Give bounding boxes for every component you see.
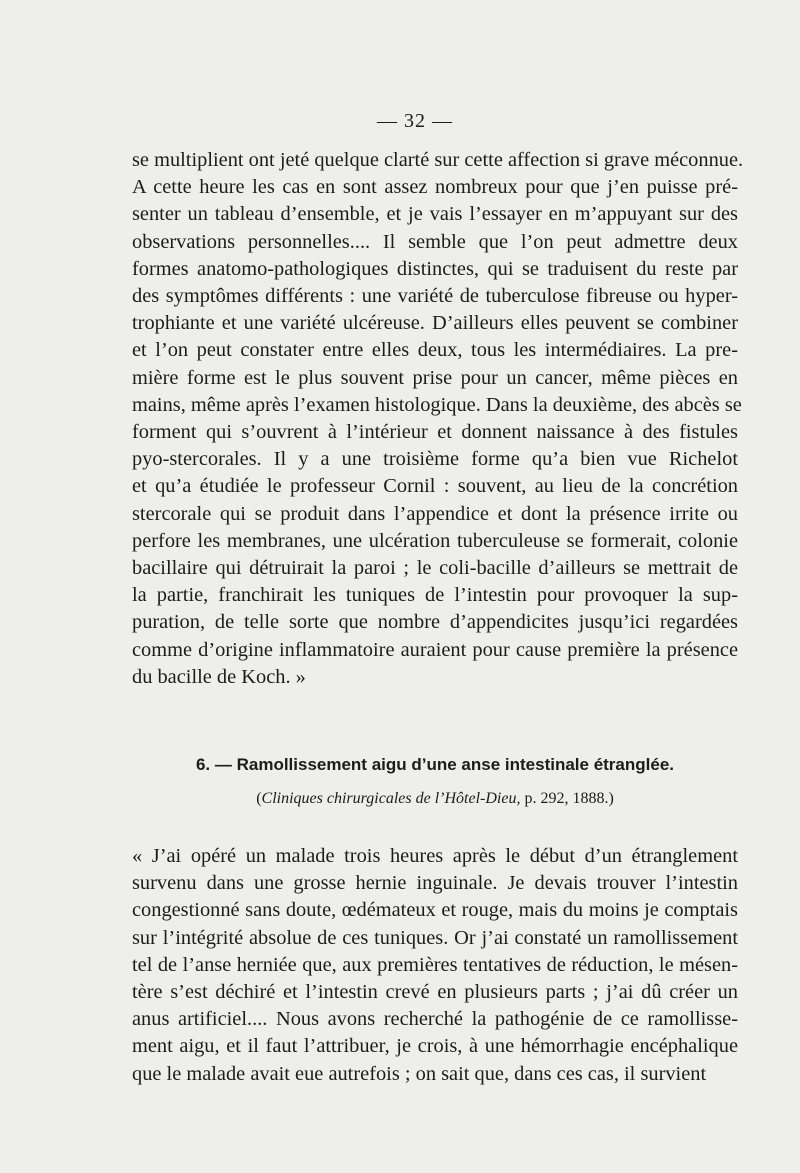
section-heading: 6. — Ramollissement aigu d’une anse intestinale étranglée.	[195, 755, 675, 774]
text-line: que le malade avait eue autrefois ; on sait que, dans ces cas, il survient	[132, 1062, 707, 1085]
text-line: tère s’est déchiré et l’intestin crevé en plusieurs parts ; j’ai dû créer un	[132, 981, 738, 1004]
text-line: A cette heure les cas en sont assez nombreux pour que j’en puisse pré-	[132, 176, 738, 199]
text-line: observations personnelles.... Il semble que l’on peut admettre deux	[132, 230, 738, 253]
text-line: pyo-stercorales. Il y a une troisième forme qu’a bien vue Richelot	[132, 448, 738, 471]
text-line: perfore les membranes, une ulcération tuberculeuse se formerait, colonie	[132, 529, 738, 552]
citation-source: Cliniques chirurgicales de l’Hôtel-Dieu,	[261, 790, 521, 807]
text-line: forment qui s’ouvrent à l’intérieur et donnent naissance à des fistules	[132, 421, 738, 444]
text-line: et qu’a étudiée le professeur Cornil : souvent, au lieu de la concrétion	[132, 475, 738, 498]
text-line: stercorale qui se produit dans l’appendice et dont la présence irrite ou	[132, 502, 738, 525]
text-line: ment aigu, et il faut l’attribuer, je crois, à une hémorrhagie encéphalique	[132, 1035, 738, 1058]
text-line: senter un tableau d’ensemble, et je vais l’essayer en m’appuyant sur des	[132, 203, 738, 226]
paragraph-quote	[132, 843, 738, 1088]
text-line: des symptômes différents : une variété de tuberculose fibreuse ou hyper-	[132, 285, 738, 308]
text-line: formes anatomo-pathologiques distinctes, qui se traduisent du reste par	[132, 257, 738, 280]
text-line: se multiplient ont jeté quelque clarté sur cette affection si grave méconnue.	[132, 149, 744, 171]
citation-open: (	[256, 790, 262, 807]
text-line: survenu dans une grosse hernie inguinale. Je devais trouver l’intestin	[132, 872, 738, 895]
text-line: comme d’origine inflammatoire auraient pour cause première la présence	[132, 638, 738, 661]
text-line: mains, même après l’examen histologique. Dans la deuxième, des abcès se	[132, 393, 742, 416]
text-line: mière forme est le plus souvent prise pour un cancer, même pièces en	[132, 366, 738, 389]
text-line: « J’ai opéré un malade trois heures après le début d’un étranglement	[132, 845, 738, 867]
page-number: — 32 —	[377, 110, 453, 132]
text-line: bacillaire qui détruirait la paroi ; le coli-bacille d’ailleurs se mettrait de	[132, 557, 738, 580]
text-line: sur l’intégrité absolue de ces tuniques. Or j’ai constaté un ramollissement	[132, 926, 738, 949]
text-line: la partie, franchirait les tuniques de l’intestin pour provoquer la sup-	[132, 584, 738, 607]
text-line: puration, de telle sorte que nombre d’appendicites jusqu’ici regardées	[132, 611, 738, 634]
text-line: et l’on peut constater entre elles deux, tous les intermédiaires. La pre-	[132, 339, 738, 362]
text-line: congestionné sans doute, œdémateux et rouge, mais du moins je comptais	[132, 899, 738, 922]
text-line: tel de l’anse herniée que, aux premières tentatives de réduction, le mésen-	[132, 953, 738, 976]
text-line: anus artificiel.... Nous avons recherché la pathogénie de ce ramollisse-	[132, 1008, 738, 1031]
text-line: trophiante et une variété ulcéreuse. D’ailleurs elles peuvent se combiner	[132, 312, 738, 335]
text-line: du bacille de Koch. »	[132, 665, 306, 688]
citation-detail: p. 292, 1888.)	[520, 790, 614, 807]
citation	[132, 790, 738, 808]
paragraph-continued	[132, 147, 744, 691]
